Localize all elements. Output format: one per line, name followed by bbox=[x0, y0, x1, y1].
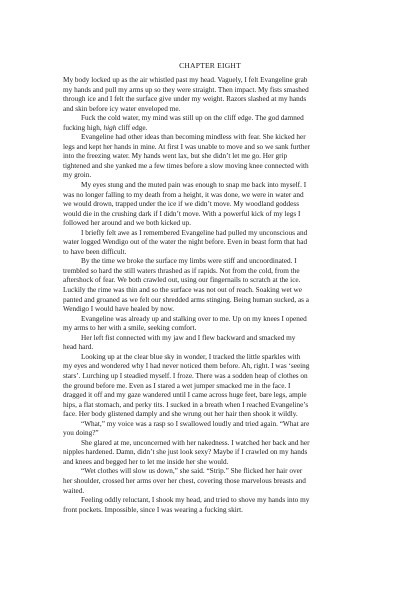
text-line: my hands and pull my arms up so they were straight. Then impact. My fists smashed bbox=[63, 85, 309, 94]
text-line: She glared at me, unconcerned with her nakedness. I watched her back and her bbox=[81, 438, 310, 447]
text-line: face. Her body glistened damply and she wrung out her hair then shook it wildly. bbox=[63, 410, 298, 419]
text-line: “What,” my voice was a rasp so I swallowed loudly and tried again. “What are bbox=[81, 419, 310, 428]
text-line: Fuck the cold water, my mind was still up on the cliff edge. The god damned bbox=[81, 114, 304, 123]
text-line: and skin before icy water enveloped me. bbox=[63, 104, 181, 113]
text-line: we would drown, trapped under the ice if we didn’t move. My woodland goddess bbox=[63, 200, 300, 209]
text-line: Feeling oddly reluctant, I shook my head, and tried to shove my hands into my bbox=[81, 496, 310, 505]
text-line: “Wet clothes will slow us down,” she said. “Strip.” She flicked her hair over bbox=[81, 467, 303, 476]
text-line: my arms to her with a smile, seeking comfort. bbox=[63, 324, 197, 333]
text-line: fucking high, high cliff edge. bbox=[63, 123, 148, 132]
text-line: stars’. Lurching up I steadied myself. I froze. There was a sodden heap of clothes on bbox=[63, 371, 308, 380]
text-line: tightened and she yanked me a few times before a slow moving knee connected with bbox=[63, 161, 309, 170]
text-line: Wendigo I would have healed by now. bbox=[63, 305, 175, 314]
text-line: panted and groaned as we felt our shredded arms stinging. Being human sucked, as a bbox=[63, 295, 310, 304]
text-line: Looking up at the clear blue sky in wonder, I tracked the little sparkles with bbox=[81, 352, 301, 361]
text-line: the ground before me. Even as I stared a wet jumper smacked me in the face. I bbox=[63, 381, 291, 390]
text-line: nipples hardened. Damn, didn’t she just look sexy? Maybe if I crawled on my hands bbox=[63, 448, 308, 457]
text-line: my eyes and wondered why I had never noticed them before. Ah, right. I was ‘seeing bbox=[63, 362, 310, 371]
text-line: aftershock of fear. We both crawled out, using our fingernails to scratch at the ice. bbox=[63, 276, 301, 285]
text-line: would die in the crushing dark if I didn’t move. With a powerful kick of my legs I bbox=[63, 209, 301, 218]
text-line: I briefly felt awe as I remembered Evangeline had pulled my unconscious and bbox=[81, 228, 308, 237]
text-line: head hard. bbox=[63, 343, 94, 352]
text-line: Luckily the rime was thin and so the surface was not out of reach. Soaking wet we bbox=[63, 286, 302, 295]
text-line: hips, a flat stomach, and perky tits. I sucked in a breath when I reached Evangeline’s bbox=[63, 400, 309, 409]
text-line: By the time we broke the surface my limbs were stiff and uncoordinated. I bbox=[81, 257, 297, 266]
text-line: water logged Wendigo out of the water the night before. Even in beast form that had bbox=[63, 238, 308, 247]
text-line: waited. bbox=[63, 486, 85, 495]
chapter-title: CHAPTER EIGHT bbox=[179, 61, 241, 70]
text-line: dragged it off and my gaze wandered until I came across huge feet, bare legs, ample bbox=[63, 391, 307, 400]
text-line: My eyes stung and the muted pain was enough to snap me back into myself. I bbox=[81, 181, 307, 190]
emphasis: high bbox=[103, 123, 117, 132]
text-line: her shoulder, crossed her arms over her chest, covering those marvelous breasts and bbox=[63, 476, 306, 485]
text-line: to have been difficult. bbox=[63, 247, 127, 256]
text-line: My body locked up as the air whistled past my head. Vaguely, I felt Evangeline grab bbox=[63, 76, 308, 84]
text-line: Her left fist connected with my jaw and I flew backward and smacked my bbox=[81, 333, 296, 342]
text-line: into the freezing water. My hands went lax, but she didn’t let me go. Her grip bbox=[63, 152, 288, 161]
text-line: my groin. bbox=[63, 171, 92, 180]
text-line: front pockets. Impossible, since I was wearing a fucking skirt. bbox=[63, 505, 243, 514]
text-line: Evangeline was already up and stalking over to me. Up on my knees I opened bbox=[81, 314, 307, 323]
text-line: Evangeline had other ideas than becoming mindless with fear. She kicked her bbox=[81, 133, 306, 142]
text-line: you doing?” bbox=[63, 429, 99, 438]
text-line: trembled so hard the still waters thrashed as if rapids. Not from the cold, from the bbox=[63, 266, 300, 275]
text-line: through ice and I felt the surface give under my weight. Razors slashed at my hands bbox=[63, 95, 307, 104]
chapter-body bbox=[63, 76, 361, 515]
text-line: and knees and begged her to let me inside her she would. bbox=[63, 457, 229, 466]
text-line: legs and kept her hands in mine. At first I was unable to move and so we sank further bbox=[63, 142, 311, 151]
text-line: was no longer falling to my death from a height, it was done, we were in water and bbox=[63, 190, 304, 199]
text-line: followed her around and we both kicked up. bbox=[63, 219, 192, 228]
